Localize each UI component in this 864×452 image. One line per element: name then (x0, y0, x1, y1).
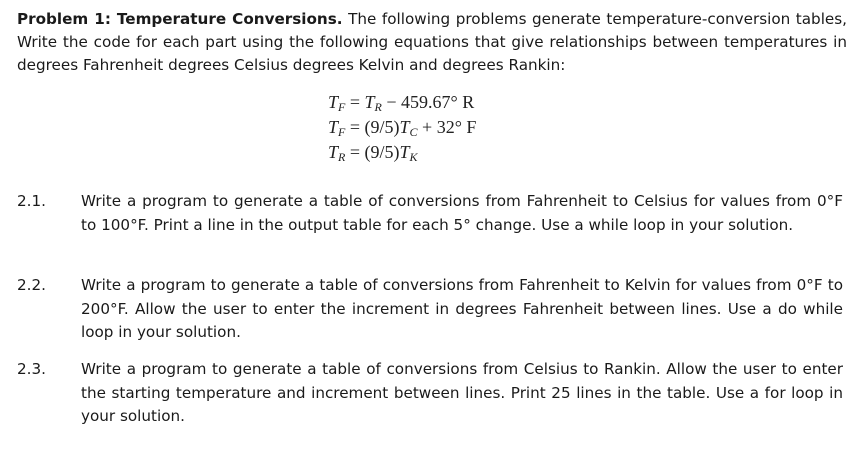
item-text: Write a program to generate a table of conversions from Fahrenheit to Kelvin for values from 0°F to 200°F. Allow the user to enter the increment in degrees Fahrenheit between lines. Use a do while loop in your solution. (81, 276, 843, 341)
equation-lhs-sub: R (338, 150, 346, 164)
item-number: 2.1. (17, 192, 46, 210)
equation-lhs-var: T (328, 117, 339, 137)
equation-3 (328, 140, 476, 165)
equation-rhs-pre: (9/5) (364, 142, 400, 162)
equation-rhs-tail: − 459.67° R (381, 92, 475, 112)
equation-rhs-sub: C (409, 125, 418, 139)
equation-lhs-var: T (328, 92, 339, 112)
item-number: 2.3. (17, 360, 46, 378)
equation-1 (328, 90, 476, 115)
equation-2 (328, 115, 476, 140)
equation-lhs-sub: F (338, 100, 346, 114)
equation-rhs-var: T (399, 142, 410, 162)
problem-heading: Problem 1: Temperature Conversions. (17, 10, 343, 28)
equation-equals: = (345, 142, 365, 162)
equation-rhs-var: T (399, 117, 410, 137)
equation-rhs-tail: + 32° F (417, 117, 477, 137)
equation-lhs-var: T (328, 142, 339, 162)
equation-equals: = (345, 117, 365, 137)
item-text: Write a program to generate a table of conversions from Fahrenheit to Celsius for values from 0°F to 100°F. Print a line in the output table for each 5° change. Use a while loop in your solution. (81, 192, 843, 234)
equation-rhs-pre: (9/5) (364, 117, 400, 137)
equation-rhs-sub: K (409, 150, 418, 164)
problem-intro-text: The following problems generate temperature-conversion tables, Write the code for each part using the following equations that give relationships between temperatures in degrees Fahrenheit degrees Celsius degrees Kelvin and degrees Rankin: (17, 10, 847, 74)
equation-equals: = (345, 92, 365, 112)
problem-intro (17, 8, 847, 77)
equation-rhs-sub: R (374, 100, 382, 114)
item-text: Write a program to generate a table of conversions from Celsius to Rankin. Allow the user to enter the starting temperature and increment between lines. Print 25 lines in the table. Use a for loop in your solution. (81, 360, 843, 425)
equations-block (328, 90, 476, 165)
item-number: 2.2. (17, 276, 46, 294)
equation-rhs-var: T (364, 92, 375, 112)
equation-lhs-sub: F (338, 125, 346, 139)
